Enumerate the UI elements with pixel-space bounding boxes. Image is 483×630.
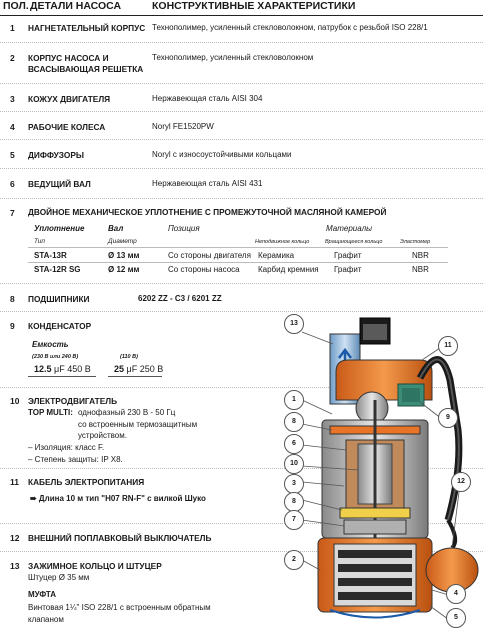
row-number: 8 <box>10 294 15 304</box>
row-number: 4 <box>10 122 15 132</box>
seal-sub-type: Тип <box>34 238 45 245</box>
motor-desc-2: со встроенным термозащитным <box>78 420 198 429</box>
row-value: Noryl с износоустойчивыми кольцами <box>152 150 292 159</box>
clamp-value: Штуцер Ø 35 мм <box>28 573 90 582</box>
callout-3: 3 <box>284 474 304 494</box>
seal-fixed: Керамика <box>258 251 295 260</box>
row-title: ПОДШИПНИКИ <box>28 294 90 304</box>
callout-8: 8 <box>284 412 304 432</box>
row-number: 3 <box>10 94 15 104</box>
row-number: 6 <box>10 179 15 189</box>
row-value: Noryl FE1520PW <box>152 122 214 131</box>
row-title: ЭЛЕКТРОДВИГАТЕЛЬ <box>28 396 118 406</box>
row-title: ВЕДУЩИЙ ВАЛ <box>28 179 91 189</box>
callout-10: 10 <box>284 454 304 474</box>
row-title: КОРПУС НАСОСА И <box>28 53 109 63</box>
seal-sub-diameter: Диаметр <box>108 238 137 245</box>
seal-sub-fixed: Неподвижное кольцо <box>255 239 310 245</box>
cable-value: ➠ Длина 10 м тип "H07 RN-F" с вилкой Шуко <box>30 494 206 503</box>
callout-6: 6 <box>284 434 304 454</box>
row-value: Нержавеющая сталь AISI 431 <box>152 179 263 188</box>
callout-11: 11 <box>438 336 458 356</box>
row-number: 9 <box>10 321 15 331</box>
row-number: 13 <box>10 561 20 571</box>
voltage-2: (110 В) <box>120 354 138 360</box>
seal-elastomer: NBR <box>412 265 429 274</box>
float-switch <box>426 520 478 592</box>
pump-head <box>336 360 432 424</box>
capacitance-label: Емкость <box>32 340 69 349</box>
callout-12: 12 <box>451 472 471 492</box>
seal-position: Со стороны насоса <box>168 265 240 274</box>
row-number: 5 <box>10 150 15 160</box>
seal-shaft: Ø 12 мм <box>108 265 140 274</box>
motor-protection: – Степень защиты: IP X8. <box>28 455 123 464</box>
row-number: 7 <box>10 208 15 218</box>
callout-13: 13 <box>284 314 304 334</box>
seal-fixed: Карбид кремния <box>258 265 319 274</box>
callout-8b: 8 <box>284 492 304 512</box>
motor-desc-3: устройством. <box>78 431 127 440</box>
row-title: ДВОЙНОЕ МЕХАНИЧЕСКОЕ УПЛОТНЕНИЕ С ПРОМЕЖУТОЧНОЙ МАСЛЯНОЙ КАМЕРОЙ <box>28 207 387 217</box>
row-title: КАБЕЛЬ ЭЛЕКТРОПИТАНИЯ <box>28 477 145 487</box>
row-number: 12 <box>10 533 20 543</box>
seal-sub-elastomer: Эластомер <box>400 239 431 245</box>
row-title: РАБОЧИЕ КОЛЕСА <box>28 122 106 132</box>
row-title: ДИФФУЗОРЫ <box>28 150 84 160</box>
seal-col-seal: Уплотнение <box>34 224 85 233</box>
coupling-desc-1: Винтовая 1¼" ISO 228/1 с встроенным обратным <box>28 603 211 612</box>
seal-col-materials: Материалы <box>326 224 372 233</box>
callout-2: 2 <box>284 550 304 570</box>
callout-5: 5 <box>446 608 466 628</box>
seal-rotating: Графит <box>334 265 362 274</box>
row-title-line2: ВСАСЫВАЮЩАЯ РЕШЕТКА <box>28 64 144 74</box>
callout-9: 9 <box>438 408 458 428</box>
seal-elastomer: NBR <box>412 251 429 260</box>
row-title: ВНЕШНИЙ ПОПЛАВКОВЫЙ ВЫКЛЮЧАТЕЛЬ <box>28 533 212 543</box>
seal-col-shaft: Вал <box>108 224 124 233</box>
capacitance-1: 12.5 μF 450 В <box>34 364 91 374</box>
row-value: Технополимер, усиленный стекловолокном <box>152 53 314 62</box>
voltage-1: (230 В или 240 В) <box>32 354 79 360</box>
motor-model: TOP MULTI: <box>28 408 73 417</box>
row-title: НАГНЕТАТЕЛЬНЫЙ КОРПУС <box>28 23 146 33</box>
seal-rotating: Графит <box>334 251 362 260</box>
seal-sub-rotating: Вращающееся кольцо <box>325 239 383 245</box>
row-number: 1 <box>10 23 15 33</box>
callout-4: 4 <box>446 584 466 604</box>
row-number: 11 <box>10 477 19 487</box>
row-number: 10 <box>10 396 20 406</box>
seal-type: STA-12R SG <box>34 265 81 274</box>
header-characteristics: КОНСТРУКТИВНЫЕ ХАРАКТЕРИСТИКИ <box>152 0 356 12</box>
header-parts: ДЕТАЛИ НАСОСА <box>30 0 122 12</box>
seal-type: STA-13R <box>34 251 67 260</box>
row-value: Технополимер, усиленный стекловолокном, патрубок с резьбой ISO 228/1 <box>152 23 428 32</box>
header-pos: ПОЛ. <box>3 0 29 12</box>
row-value: 6202 ZZ - C3 / 6201 ZZ <box>138 294 222 303</box>
row-title: КОНДЕНСАТОР <box>28 321 92 331</box>
motor-insulation: – Изоляция: класс F. <box>28 443 105 452</box>
coupling-title: МУФТА <box>28 590 57 599</box>
row-title: ЗАЖИМНОЕ КОЛЬЦО И ШТУЦЕР <box>28 561 162 571</box>
seal-shaft: Ø 13 мм <box>108 251 140 260</box>
pump-body <box>318 538 432 618</box>
seal-position: Со стороны двигателя <box>168 251 251 260</box>
callout-1: 1 <box>284 390 304 410</box>
callout-7: 7 <box>284 510 304 530</box>
row-title: КОЖУХ ДВИГАТЕЛЯ <box>28 94 111 104</box>
seal-col-position: Позиция <box>168 224 200 233</box>
motor-desc-1: однофазный 230 В - 50 Гц <box>78 408 176 417</box>
row-value: Нержавеющая сталь AISI 304 <box>152 94 263 103</box>
capacitance-2: 25 μF 250 В <box>114 364 164 374</box>
row-number: 2 <box>10 53 15 63</box>
coupling-desc-2: клапаном <box>28 615 64 624</box>
